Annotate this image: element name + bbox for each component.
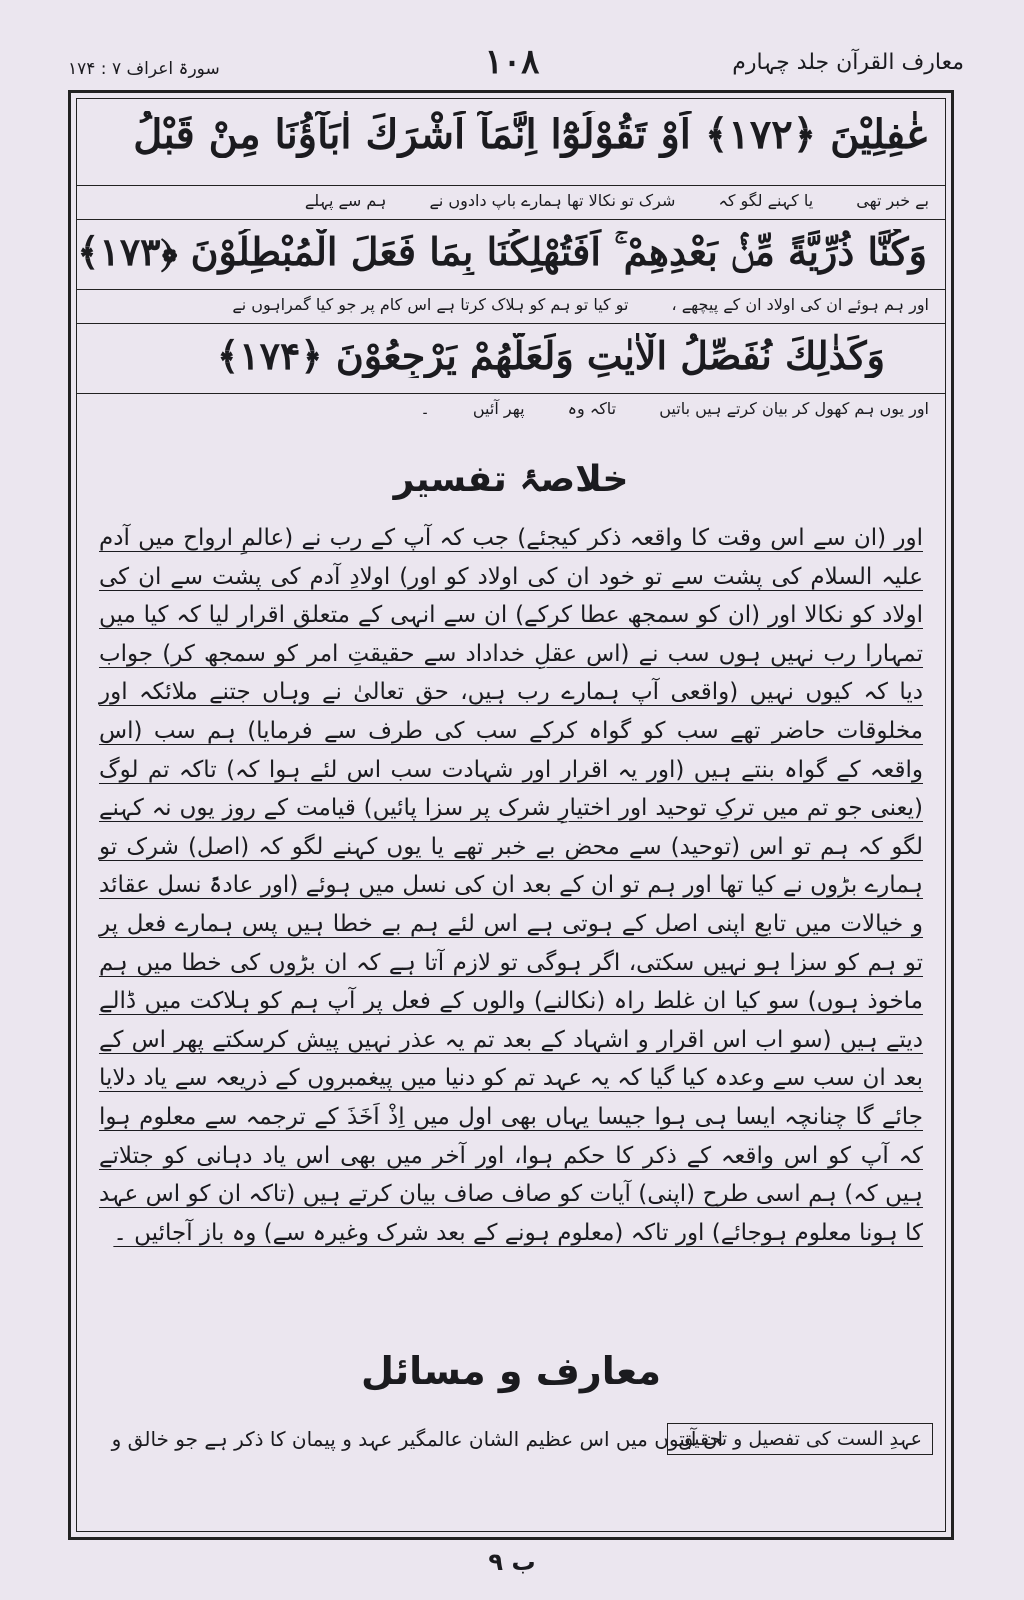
verse-translation <box>93 399 929 418</box>
translation-part: پھر آئیں <box>472 399 525 418</box>
book-title: معارف القرآن جلد چہارم <box>732 50 964 75</box>
translation-part: ۔ <box>420 399 430 418</box>
verse-arabic: وَكَذٰلِكَ نُفَصِّلُ الْاٰيٰتِ وَلَعَلَّهُمْ يَرْجِعُوْنَ ﴿۱۷۴﴾ <box>216 333 885 378</box>
verse-translation-row <box>77 393 945 433</box>
translation-part: یا کہنے لگو کہ <box>718 191 814 210</box>
page-frame <box>68 90 954 1540</box>
page-number: ۱۰۸ <box>484 42 540 82</box>
page-header <box>60 38 964 88</box>
bottom-text-line: ان آیتوں میں اس عظیم الشان عالمگیر عہد و پیمان کا ذکر ہے جو خالق و <box>111 1427 723 1451</box>
verse-arabic-row <box>77 323 945 394</box>
tafsir-body <box>99 519 923 1252</box>
section-title-maarif: معارف و مسائل <box>361 1349 661 1393</box>
section-title-khulasa: خلاصۂ تفسیر <box>393 459 629 500</box>
bottom-row <box>91 1419 933 1467</box>
translation-part: تاکہ وہ <box>567 399 617 418</box>
verse-arabic: غٰفِلِيْنَ ﴿۱۷۲﴾ اَوْ تَقُوْلُوْٓا اِنَّمَآ اَشْرَكَ اٰبَآؤُنَا مِنْ قَبْلُ <box>133 111 927 158</box>
translation-part: اور یوں ہم کھول کر بیان کرتے ہیں باتیں <box>659 399 929 418</box>
translation-part: اور ہم ہوئے ان کی اولاد ان کے پیچھے ، <box>671 295 929 314</box>
tafsir-paragraph: اور (ان سے اس وقت کا واقعہ ذکر کیجئے) جب کہ آپ کے رب نے (عالمِ ارواح میں آدم علیہ السلام کی پشت سے تو خود ان کی اولاد کو اور) اولادِ آدم کی پشت سے ان کی اولاد کو نکالا اور (ان کو سمجھ عطا کرکے) ان سے انہی کے متعلق اقرار لیا کہ کیا میں تمہارا رب نہیں ہوں سب نے (اس عقلِ خداداد سے حقیقتِ امر کو سمجھ کر) جواب دیا کہ کیوں نہیں (واقعی آپ ہمارے رب ہیں، حق تعالیٰ نے وہاں جتنے ملائکہ اور مخلوقات حاضر تھے سب کو گواہ کرکے سب کی طرف سے فرمایا) ہم سب (اس واقعہ کے گواہ بنتے ہیں (اور یہ اقرار اور شہادت سب اس لئے ہوا کہ) تاکہ تم لوگ (یعنی جو تم میں ترکِ توحید اور اختیارِ شرک پر سزا پائیں) قیامت کے روز یوں نہ کہنے لگو کہ ہم تو اس (توحید) سے محض بے خبر تھے یا یوں کہنے لگو کہ (اصل) شرک تو ہمارے بڑوں نے کیا تھا اور ہم تو ان کے بعد ان کی نسل میں ہوئے (اور عادۃً نسل عقائد و خیالات میں تابع اپنی اصل کے ہوتی ہے اس لئے ہم بے خطا ہیں پس ہمارے فعل پر تو ہم کو سزا ہو نہیں سکتی، اگر ہوگی تو لازم آتا ہے کہ ان بڑوں کی خطا میں ہم ماخوذ ہوں) سو کیا ان غلط راہ (نکالنے) والوں کے فعل پر آپ ہم کو ہلاکت میں ڈالے دیتے ہیں (سو اب اس اقرار و اشہاد کے بعد تم یہ عذر نہیں پیش کرسکتے پھر اس کے بعد ان سب سے وعدہ کیا گیا کہ یہ عہد تم کو دنیا میں پیغمبروں کے ذریعہ سے یاد دلایا جائے گا چنانچہ ایسا ہی ہوا جیسا یہاں بھی اول میں اِذْ اَخَذَ کے ترجمہ سے معلوم ہوا کہ آپ کو اس واقعہ کے ذکر کا حکم ہوا، اور آخر میں بھی اس یاد دہانی کو جتلاتے ہیں کہ) ہم اسی طرح (اپنی) آیات کو صاف صاف بیان کرتے ہیں (تاکہ ان کو اس عہد کا ہونا معلوم ہوجائے) اور تاکہ (معلوم ہونے کے بعد شرک وغیرہ سے) وہ باز آجائیں ۔ <box>99 525 923 1246</box>
verse-translation-row <box>77 185 945 220</box>
page-frame-inner <box>76 98 946 1532</box>
verse-translation <box>93 191 929 210</box>
translation-part: ہم سے پہلے <box>304 191 387 210</box>
verse-block <box>77 99 945 439</box>
side-heading-box: عہدِ الست کی تفصیل و تحقیق <box>667 1423 933 1455</box>
verse-arabic-row <box>77 219 945 290</box>
verse-translation-row <box>77 289 945 324</box>
verse-arabic-row <box>77 99 945 186</box>
verse-translation <box>93 295 929 314</box>
translation-part: شرک تو نکالا تھا ہمارے باپ دادوں نے <box>429 191 676 210</box>
footer-signature-mark: ۹ ب <box>488 1548 536 1576</box>
verse-arabic: وَكُنَّا ذُرِّيَّةً مِّنْۢ بَعْدِهِمْ ۚ اَفَتُهْلِكُنَا بِمَا فَعَلَ الْمُبْطِلُوْنَ ﴿۱۷۳﴾ <box>77 229 927 274</box>
translation-part: تو کیا تو ہم کو ہلاک کرتا ہے اس کام پر جو کیا گمراہوں نے <box>232 295 629 314</box>
surah-reference: سورۃ اعراف ۷ : ۱۷۴ <box>68 59 220 79</box>
translation-part: بے خبر تھی <box>856 191 929 210</box>
